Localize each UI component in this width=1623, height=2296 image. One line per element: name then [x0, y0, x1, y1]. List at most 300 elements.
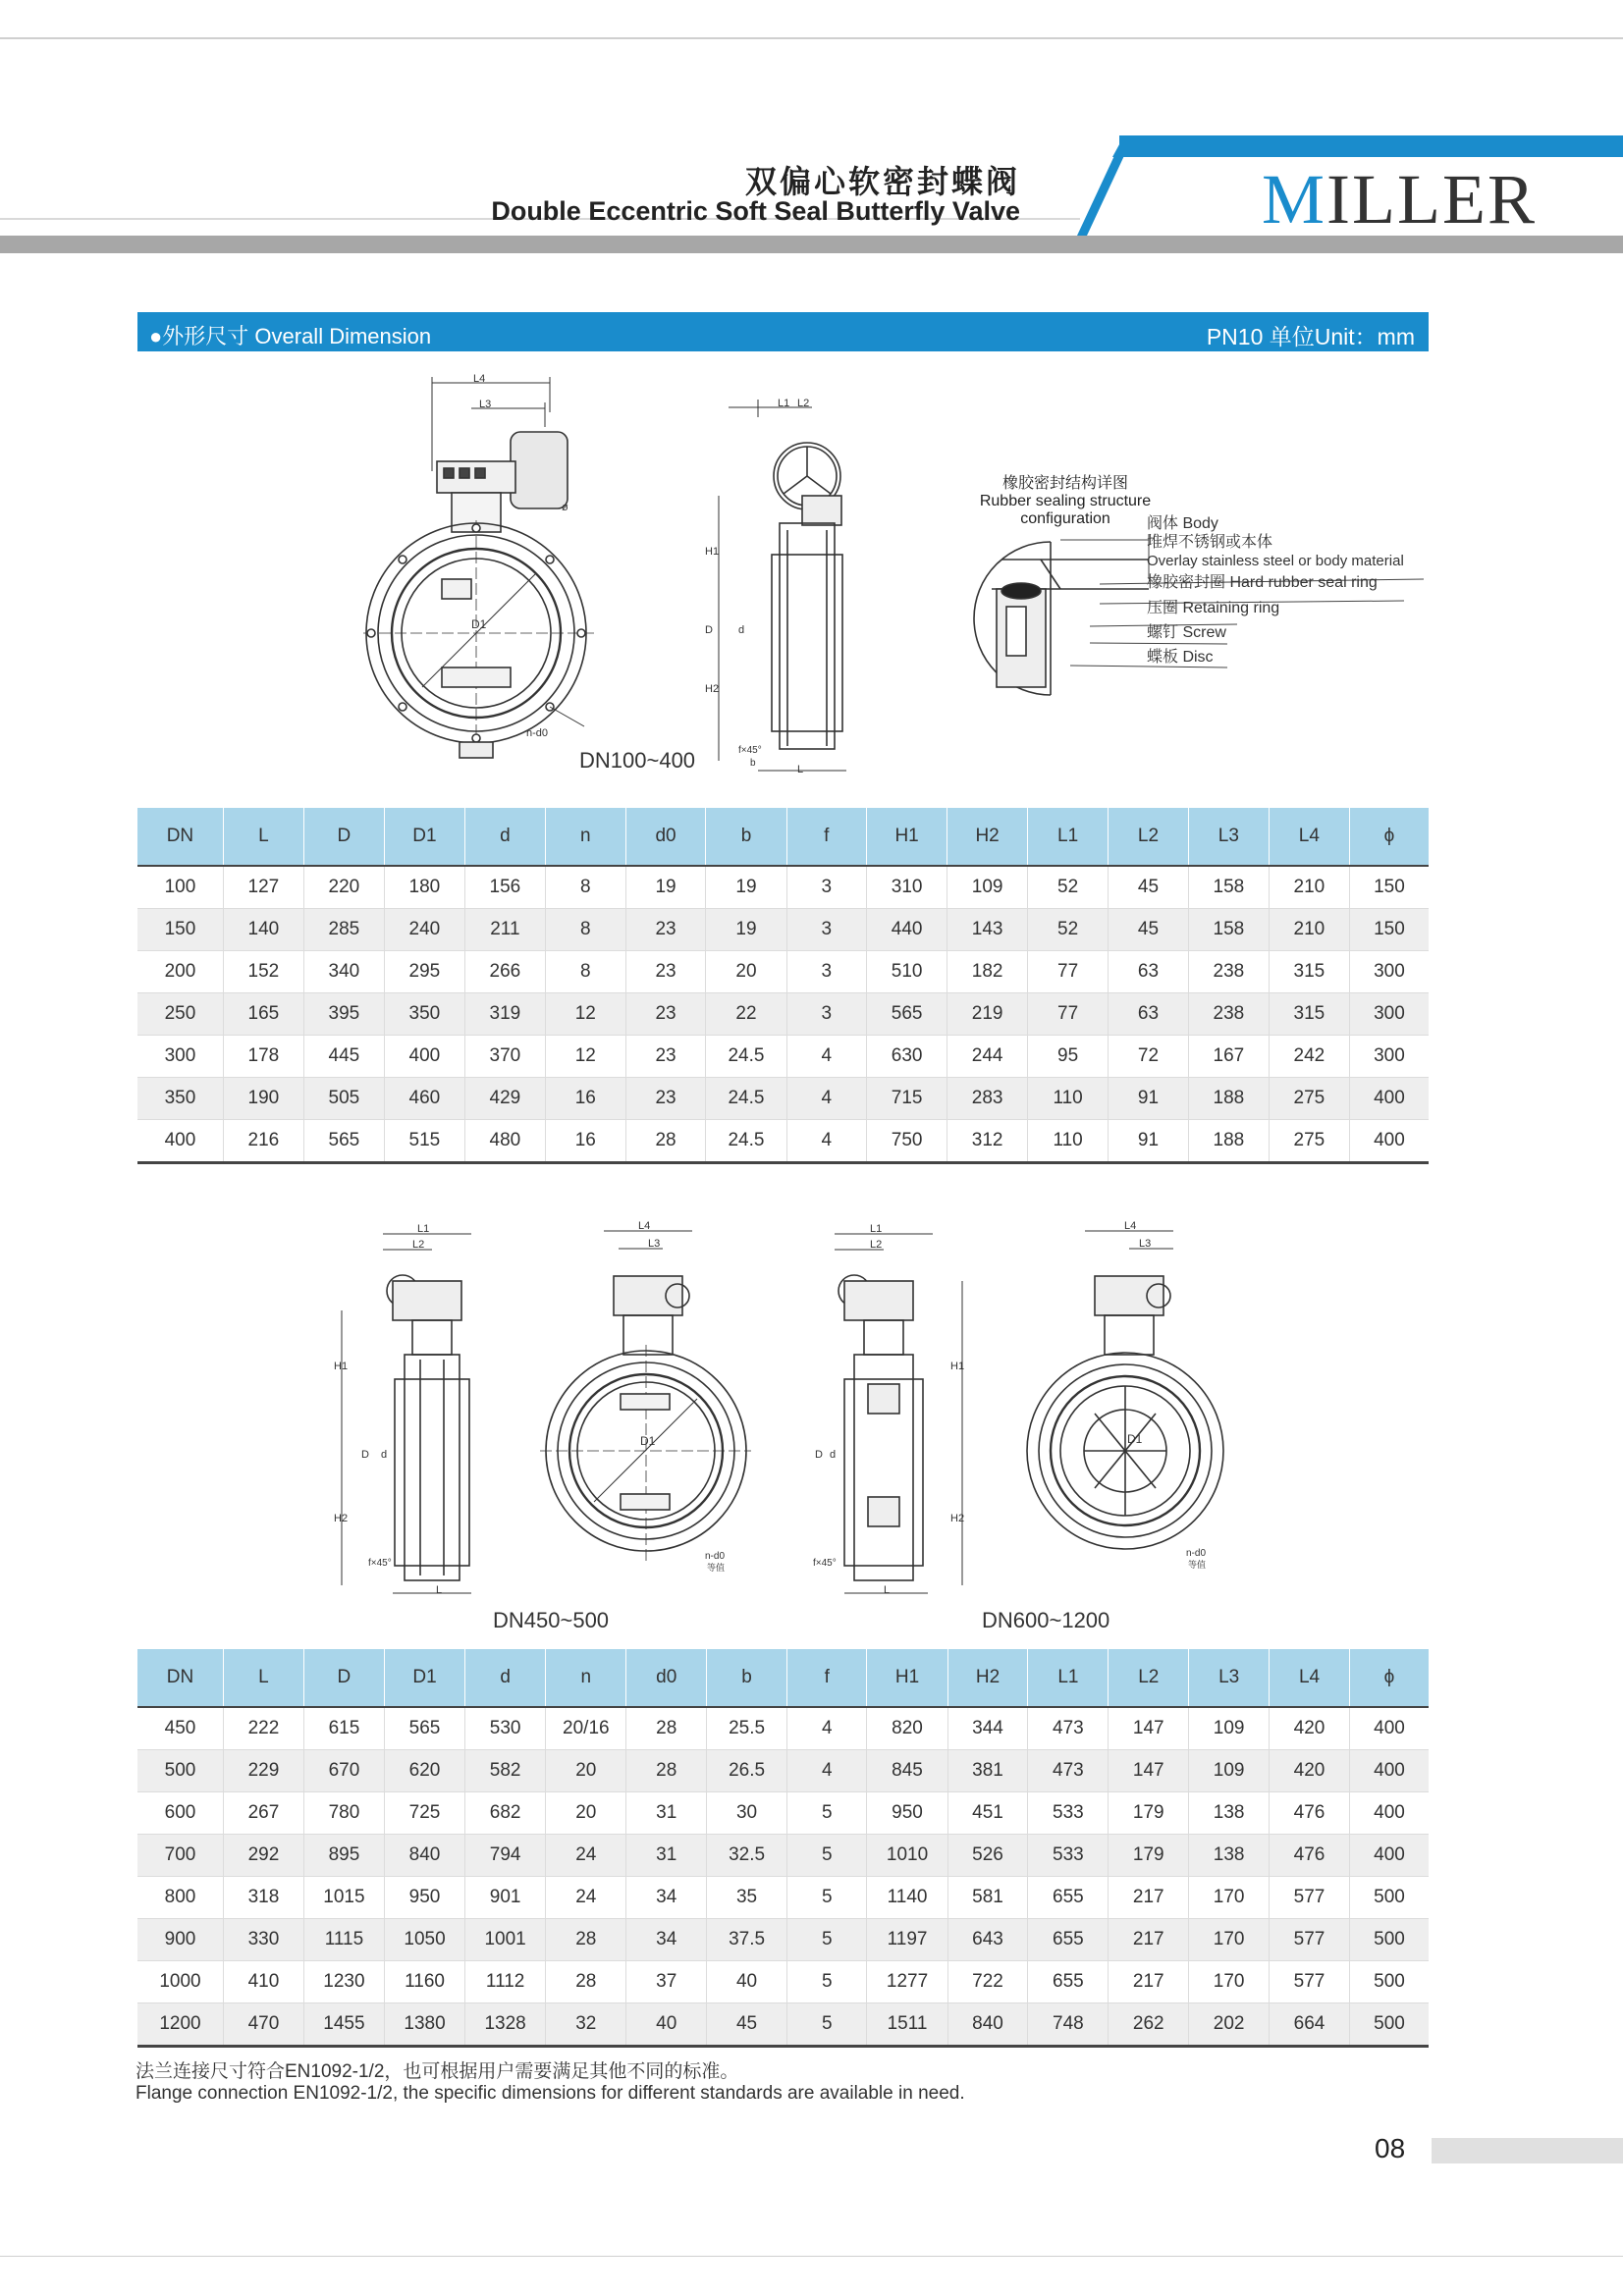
table-cell: 600 [137, 1792, 223, 1835]
table-cell: 582 [465, 1750, 546, 1792]
svg-text:L4: L4 [1124, 1220, 1137, 1232]
table-row [137, 993, 1429, 1036]
table-row [137, 951, 1429, 993]
svg-text:b: b [750, 758, 756, 769]
table-cell: 34 [626, 1877, 707, 1919]
table-cell: 170 [1189, 1961, 1270, 2003]
table-cell: 45 [707, 2003, 787, 2047]
table-cell: 476 [1270, 1835, 1350, 1877]
table-row [137, 1750, 1429, 1792]
table-cell: 190 [223, 1078, 303, 1120]
table-cell: 211 [464, 909, 545, 951]
part-list [1147, 514, 1404, 667]
table-cell: 682 [465, 1792, 546, 1835]
table-cell: 262 [1109, 2003, 1189, 2047]
part-screw: 螺钉 Screw [1147, 624, 1226, 641]
table-cell: 152 [223, 951, 303, 993]
table-cell: 473 [1028, 1707, 1109, 1750]
table-cell: 12 [545, 993, 625, 1036]
table-cell: 300 [137, 1036, 223, 1078]
svg-text:L3: L3 [648, 1238, 661, 1250]
table-row [137, 1036, 1429, 1078]
range-label-dn600-1200: DN600~1200 [982, 1608, 1110, 1632]
table-row [137, 909, 1429, 951]
svg-text:等值: 等值 [1188, 1560, 1207, 1570]
table-row [137, 1919, 1429, 1961]
table-cell: 1230 [303, 1961, 384, 2003]
column-header: d0 [625, 808, 706, 866]
table-cell: 344 [947, 1707, 1028, 1750]
table-cell: 445 [303, 1036, 384, 1078]
table-cell: 500 [1349, 1919, 1429, 1961]
table-cell: 400 [384, 1036, 464, 1078]
table-cell: 138 [1189, 1792, 1270, 1835]
table-cell: 143 [947, 909, 1028, 951]
table-cell: 5 [787, 1919, 867, 1961]
table-cell: 45 [1109, 909, 1189, 951]
table-cell: 179 [1109, 1792, 1189, 1835]
table-row [137, 1707, 1429, 1750]
table-cell: 24 [546, 1877, 626, 1919]
table-cell: 180 [384, 866, 464, 909]
svg-text:D: D [815, 1449, 823, 1461]
svg-text:f×45°: f×45° [813, 1558, 837, 1569]
table-cell: 4 [787, 1707, 867, 1750]
table-cell: 244 [947, 1036, 1028, 1078]
table-cell: 25.5 [707, 1707, 787, 1750]
title-chinese: 双偏心软密封蝶阀 [744, 163, 1020, 200]
table-cell: 473 [1028, 1750, 1109, 1792]
table-cell: 381 [947, 1750, 1028, 1792]
table-cell: 147 [1109, 1750, 1189, 1792]
table-cell: 4 [786, 1120, 867, 1163]
table-cell: 1140 [867, 1877, 947, 1919]
table-cell: 410 [223, 1961, 303, 2003]
table-cell: 900 [137, 1919, 223, 1961]
title-english: Double Eccentric Soft Seal Butterfly Valve [491, 196, 1020, 226]
table-row [137, 1835, 1429, 1877]
svg-text:d: d [738, 624, 745, 636]
table-cell: 577 [1270, 1961, 1350, 2003]
table-cell: 1015 [303, 1877, 384, 1919]
table-cell: 178 [223, 1036, 303, 1078]
table-cell: 217 [1109, 1877, 1189, 1919]
table-cell: 275 [1269, 1120, 1349, 1163]
svg-text:f×45°: f×45° [738, 745, 762, 756]
table-cell: 565 [303, 1120, 384, 1163]
table-cell: 400 [1349, 1750, 1429, 1792]
table-cell: 202 [1189, 2003, 1270, 2047]
range-label-dn100-400: DN100~400 [579, 748, 696, 773]
section-unit-label: PN10 单位Unit：mm [1206, 324, 1415, 349]
svg-text:L3: L3 [479, 399, 492, 410]
table-cell: 23 [625, 1036, 706, 1078]
column-header: d0 [626, 1649, 707, 1707]
table-cell: 242 [1269, 1036, 1349, 1078]
table-cell: 722 [947, 1961, 1028, 2003]
table-cell: 460 [384, 1078, 464, 1120]
range-label-dn450-500: DN450~500 [493, 1608, 610, 1632]
table-cell: 23 [625, 909, 706, 951]
table-cell: 24.5 [706, 1120, 786, 1163]
table-cell: 4 [786, 1036, 867, 1078]
table-cell: 3 [786, 866, 867, 909]
column-header: L2 [1109, 1649, 1189, 1707]
table-cell: 3 [786, 993, 867, 1036]
svg-text:H2: H2 [334, 1513, 349, 1524]
table-cell: 400 [1349, 1835, 1429, 1877]
table-cell: 300 [1349, 1036, 1429, 1078]
table-cell: 26.5 [707, 1750, 787, 1792]
table-cell: 219 [947, 993, 1028, 1036]
table-cell: 5 [787, 1835, 867, 1877]
table-cell: 292 [223, 1835, 303, 1877]
section-bar [137, 312, 1429, 351]
page-number-bar [1432, 2138, 1623, 2163]
table-cell: 23 [625, 951, 706, 993]
column-header: L4 [1269, 808, 1349, 866]
table-cell: 23 [625, 1078, 706, 1120]
table-cell: 664 [1270, 2003, 1350, 2047]
table-cell: 222 [223, 1707, 303, 1750]
svg-text:L3: L3 [1139, 1238, 1152, 1250]
table-row [137, 1877, 1429, 1919]
table-cell: 200 [137, 951, 223, 993]
table-cell: 77 [1028, 993, 1109, 1036]
svg-text:等值: 等值 [707, 1563, 726, 1573]
table-cell: 4 [786, 1078, 867, 1120]
table-cell: 250 [137, 993, 223, 1036]
svg-text:n-d0: n-d0 [526, 727, 549, 739]
table-cell: 315 [1269, 993, 1349, 1036]
table-cell: 210 [1269, 909, 1349, 951]
table-cell: 8 [545, 909, 625, 951]
svg-text:L1: L1 [778, 398, 790, 409]
table-cell: 63 [1109, 951, 1189, 993]
table-cell: 840 [384, 1835, 464, 1877]
svg-text:d: d [381, 1449, 388, 1461]
table-cell: 63 [1109, 993, 1189, 1036]
table-cell: 500 [1349, 1961, 1429, 2003]
table-cell: 238 [1188, 993, 1269, 1036]
column-header: D1 [384, 1649, 464, 1707]
table-cell: 158 [1188, 909, 1269, 951]
table-cell: 167 [1188, 1036, 1269, 1078]
table-cell: 505 [303, 1078, 384, 1120]
table-cell: 170 [1189, 1919, 1270, 1961]
section-title: ●外形尺寸 Overall Dimension [149, 324, 432, 348]
table-cell: 150 [1349, 866, 1429, 909]
svg-text:H1: H1 [950, 1361, 965, 1372]
table-cell: 95 [1028, 1036, 1109, 1078]
table-cell: 266 [464, 951, 545, 993]
column-header: f [786, 808, 867, 866]
table-cell: 91 [1109, 1120, 1189, 1163]
table-cell: 285 [303, 909, 384, 951]
table-cell: 127 [223, 866, 303, 909]
table-cell: 1511 [867, 2003, 947, 2047]
column-header: L1 [1028, 808, 1109, 866]
page-number: 08 [1375, 2133, 1406, 2163]
table-cell: 275 [1269, 1078, 1349, 1120]
table-cell: 748 [1028, 2003, 1109, 2047]
table-cell: 182 [947, 951, 1028, 993]
svg-text:D1: D1 [640, 1434, 656, 1448]
svg-text:D: D [705, 624, 713, 636]
table-cell: 150 [1349, 909, 1429, 951]
flange-note [135, 2061, 965, 2105]
column-header: H1 [867, 1649, 947, 1707]
table-cell: 156 [464, 866, 545, 909]
table-cell: 37.5 [707, 1919, 787, 1961]
table-cell: 35 [707, 1877, 787, 1919]
column-header: H1 [867, 808, 947, 866]
table-cell: 901 [465, 1877, 546, 1919]
table-cell: 31 [626, 1792, 707, 1835]
table-row [137, 1961, 1429, 2003]
svg-text:L2: L2 [870, 1239, 883, 1251]
table-row [137, 2003, 1429, 2047]
table-cell: 370 [464, 1036, 545, 1078]
table-cell: 750 [867, 1120, 947, 1163]
column-header: f [787, 1649, 867, 1707]
table-cell: 400 [1349, 1707, 1429, 1750]
column-header: L1 [1028, 1649, 1109, 1707]
table-cell: 794 [465, 1835, 546, 1877]
table-cell: 188 [1188, 1078, 1269, 1120]
svg-text:L4: L4 [638, 1220, 651, 1232]
table-cell: 217 [1109, 1919, 1189, 1961]
part-overlay-cn: 堆焊不锈钢或本体 [1147, 534, 1273, 551]
table-cell: 500 [1349, 1877, 1429, 1919]
table-cell: 110 [1028, 1078, 1109, 1120]
table-cell: 20 [706, 951, 786, 993]
table-cell: 165 [223, 993, 303, 1036]
table-cell: 655 [1028, 1877, 1109, 1919]
svg-text:L1: L1 [417, 1223, 430, 1235]
valve-front-view-dn450-500 [530, 1217, 756, 1590]
table-cell: 1050 [384, 1919, 464, 1961]
svg-text:L: L [884, 1584, 891, 1596]
table-cell: 1277 [867, 1961, 947, 2003]
table-cell: 350 [384, 993, 464, 1036]
table-cell: 28 [625, 1120, 706, 1163]
table-cell: 820 [867, 1707, 947, 1750]
table-cell: 110 [1028, 1120, 1109, 1163]
table-cell: 210 [1269, 866, 1349, 909]
column-header: L4 [1270, 1649, 1350, 1707]
table-cell: 5 [787, 1961, 867, 2003]
table-cell: 28 [546, 1961, 626, 2003]
table-cell: 220 [303, 866, 384, 909]
column-header: L [223, 808, 303, 866]
table-cell: 565 [867, 993, 947, 1036]
table-cell: 100 [137, 866, 223, 909]
column-header: H2 [947, 1649, 1028, 1707]
part-body: 阀体 Body [1147, 515, 1218, 532]
svg-text:H2: H2 [950, 1513, 965, 1524]
table-cell: 1112 [465, 1961, 546, 2003]
table-cell: 533 [1028, 1792, 1109, 1835]
table-cell: 510 [867, 951, 947, 993]
table-cell: 267 [223, 1792, 303, 1835]
table-cell: 1328 [465, 2003, 546, 2047]
column-header: b [707, 1649, 787, 1707]
table-cell: 52 [1028, 909, 1109, 951]
table-cell: 24.5 [706, 1078, 786, 1120]
table-cell: 440 [867, 909, 947, 951]
table-cell: 400 [1349, 1120, 1429, 1163]
table-cell: 1001 [465, 1919, 546, 1961]
table-cell: 1010 [867, 1835, 947, 1877]
table-cell: 630 [867, 1036, 947, 1078]
table-cell: 4 [787, 1750, 867, 1792]
table-cell: 217 [1109, 1961, 1189, 2003]
table-cell: 300 [1349, 993, 1429, 1036]
table-cell: 420 [1270, 1707, 1350, 1750]
table-cell: 109 [1189, 1750, 1270, 1792]
column-header: D1 [384, 808, 464, 866]
part-disc: 蝶板 Disc [1147, 649, 1214, 666]
svg-text:ø: ø [562, 502, 568, 513]
table-cell: 400 [137, 1120, 223, 1163]
table-cell: 715 [867, 1078, 947, 1120]
table-cell: 700 [137, 1835, 223, 1877]
table-cell: 52 [1028, 866, 1109, 909]
svg-text:L1: L1 [870, 1223, 883, 1235]
valve-side-view-dn450-500 [334, 1222, 491, 1600]
table-cell: 451 [947, 1792, 1028, 1835]
table-cell: 238 [1188, 951, 1269, 993]
table-cell: 1115 [303, 1919, 384, 1961]
table-cell: 800 [137, 1877, 223, 1919]
svg-text:D1: D1 [1127, 1432, 1143, 1446]
column-header: D [303, 1649, 384, 1707]
table-cell: 20 [546, 1750, 626, 1792]
table-cell: 400 [1349, 1078, 1429, 1120]
table-cell: 845 [867, 1750, 947, 1792]
svg-text:L2: L2 [797, 398, 810, 409]
svg-text:L: L [797, 764, 804, 775]
table-header-row [137, 808, 1429, 866]
table-cell: 45 [1109, 866, 1189, 909]
table-cell: 283 [947, 1078, 1028, 1120]
table-cell: 530 [465, 1707, 546, 1750]
table-cell: 295 [384, 951, 464, 993]
table-cell: 109 [1189, 1707, 1270, 1750]
brand-logo: MILLER [1262, 160, 1537, 239]
table-cell: 620 [384, 1750, 464, 1792]
column-header: n [546, 1649, 626, 1707]
table-cell: 565 [384, 1707, 464, 1750]
table-cell: 725 [384, 1792, 464, 1835]
table-cell: 1197 [867, 1919, 947, 1961]
table-cell: 300 [1349, 951, 1429, 993]
column-header: DN [137, 1649, 223, 1707]
table-cell: 188 [1188, 1120, 1269, 1163]
table-cell: 480 [464, 1120, 545, 1163]
table-cell: 12 [545, 1036, 625, 1078]
table-cell: 229 [223, 1750, 303, 1792]
table-cell: 20 [546, 1792, 626, 1835]
dimension-table-dn100-400 [137, 808, 1429, 1164]
column-header: L [223, 1649, 303, 1707]
column-header: n [545, 808, 625, 866]
table-row [137, 1120, 1429, 1163]
table-cell: 179 [1109, 1835, 1189, 1877]
table-cell: 577 [1270, 1877, 1350, 1919]
column-header: DN [137, 808, 223, 866]
table-cell: 400 [1349, 1792, 1429, 1835]
svg-text:L2: L2 [412, 1239, 425, 1251]
table-cell: 31 [626, 1835, 707, 1877]
column-header: b [706, 808, 786, 866]
dimension-table-dn450-1200 [137, 1649, 1429, 2048]
table-cell: 1000 [137, 1961, 223, 2003]
svg-text:H2: H2 [705, 683, 720, 695]
table-cell: 526 [947, 1835, 1028, 1877]
table-cell: 22 [706, 993, 786, 1036]
table-cell: 140 [223, 909, 303, 951]
table-cell: 5 [787, 1877, 867, 1919]
table-cell: 655 [1028, 1961, 1109, 2003]
table-cell: 429 [464, 1078, 545, 1120]
table-cell: 420 [1270, 1750, 1350, 1792]
table-cell: 515 [384, 1120, 464, 1163]
valve-side-view-dn600-1200 [805, 1222, 982, 1600]
table-cell: 23 [625, 993, 706, 1036]
svg-text:D: D [361, 1449, 369, 1461]
table-cell: 470 [223, 2003, 303, 2047]
column-header: d [465, 1649, 546, 1707]
table-cell: 28 [626, 1707, 707, 1750]
table-cell: 581 [947, 1877, 1028, 1919]
table-cell: 312 [947, 1120, 1028, 1163]
table-cell: 340 [303, 951, 384, 993]
table-cell: 8 [545, 951, 625, 993]
table-cell: 147 [1109, 1707, 1189, 1750]
table-cell: 109 [947, 866, 1028, 909]
table-cell: 318 [223, 1877, 303, 1919]
table-cell: 3 [786, 909, 867, 951]
table-cell: 37 [626, 1961, 707, 2003]
table-cell: 32 [546, 2003, 626, 2047]
svg-text:f×45°: f×45° [368, 1558, 392, 1569]
part-retaining-ring: 压圈 Retaining ring [1147, 600, 1280, 616]
table-cell: 615 [303, 1707, 384, 1750]
table-cell: 643 [947, 1919, 1028, 1961]
detail-title: 橡胶密封结构详图 Rubber sealing structure configuration [979, 475, 1152, 527]
table-cell: 1455 [303, 2003, 384, 2047]
table-cell: 1200 [137, 2003, 223, 2047]
table-cell: 350 [137, 1078, 223, 1120]
table-cell: 16 [545, 1120, 625, 1163]
column-header: D [303, 808, 384, 866]
column-header: L2 [1109, 808, 1189, 866]
bottom-border-line [0, 2256, 1623, 2257]
table-cell: 330 [223, 1919, 303, 1961]
svg-text:H1: H1 [334, 1361, 349, 1372]
table-cell: 24.5 [706, 1036, 786, 1078]
table-cell: 30 [707, 1792, 787, 1835]
table-cell: 40 [707, 1961, 787, 2003]
svg-text:n-d0: n-d0 [1186, 1548, 1207, 1559]
table-cell: 34 [626, 1919, 707, 1961]
table-cell: 315 [1269, 951, 1349, 993]
table-row [137, 866, 1429, 909]
table-cell: 5 [787, 1792, 867, 1835]
valve-side-view-dn100-400 [699, 398, 895, 780]
